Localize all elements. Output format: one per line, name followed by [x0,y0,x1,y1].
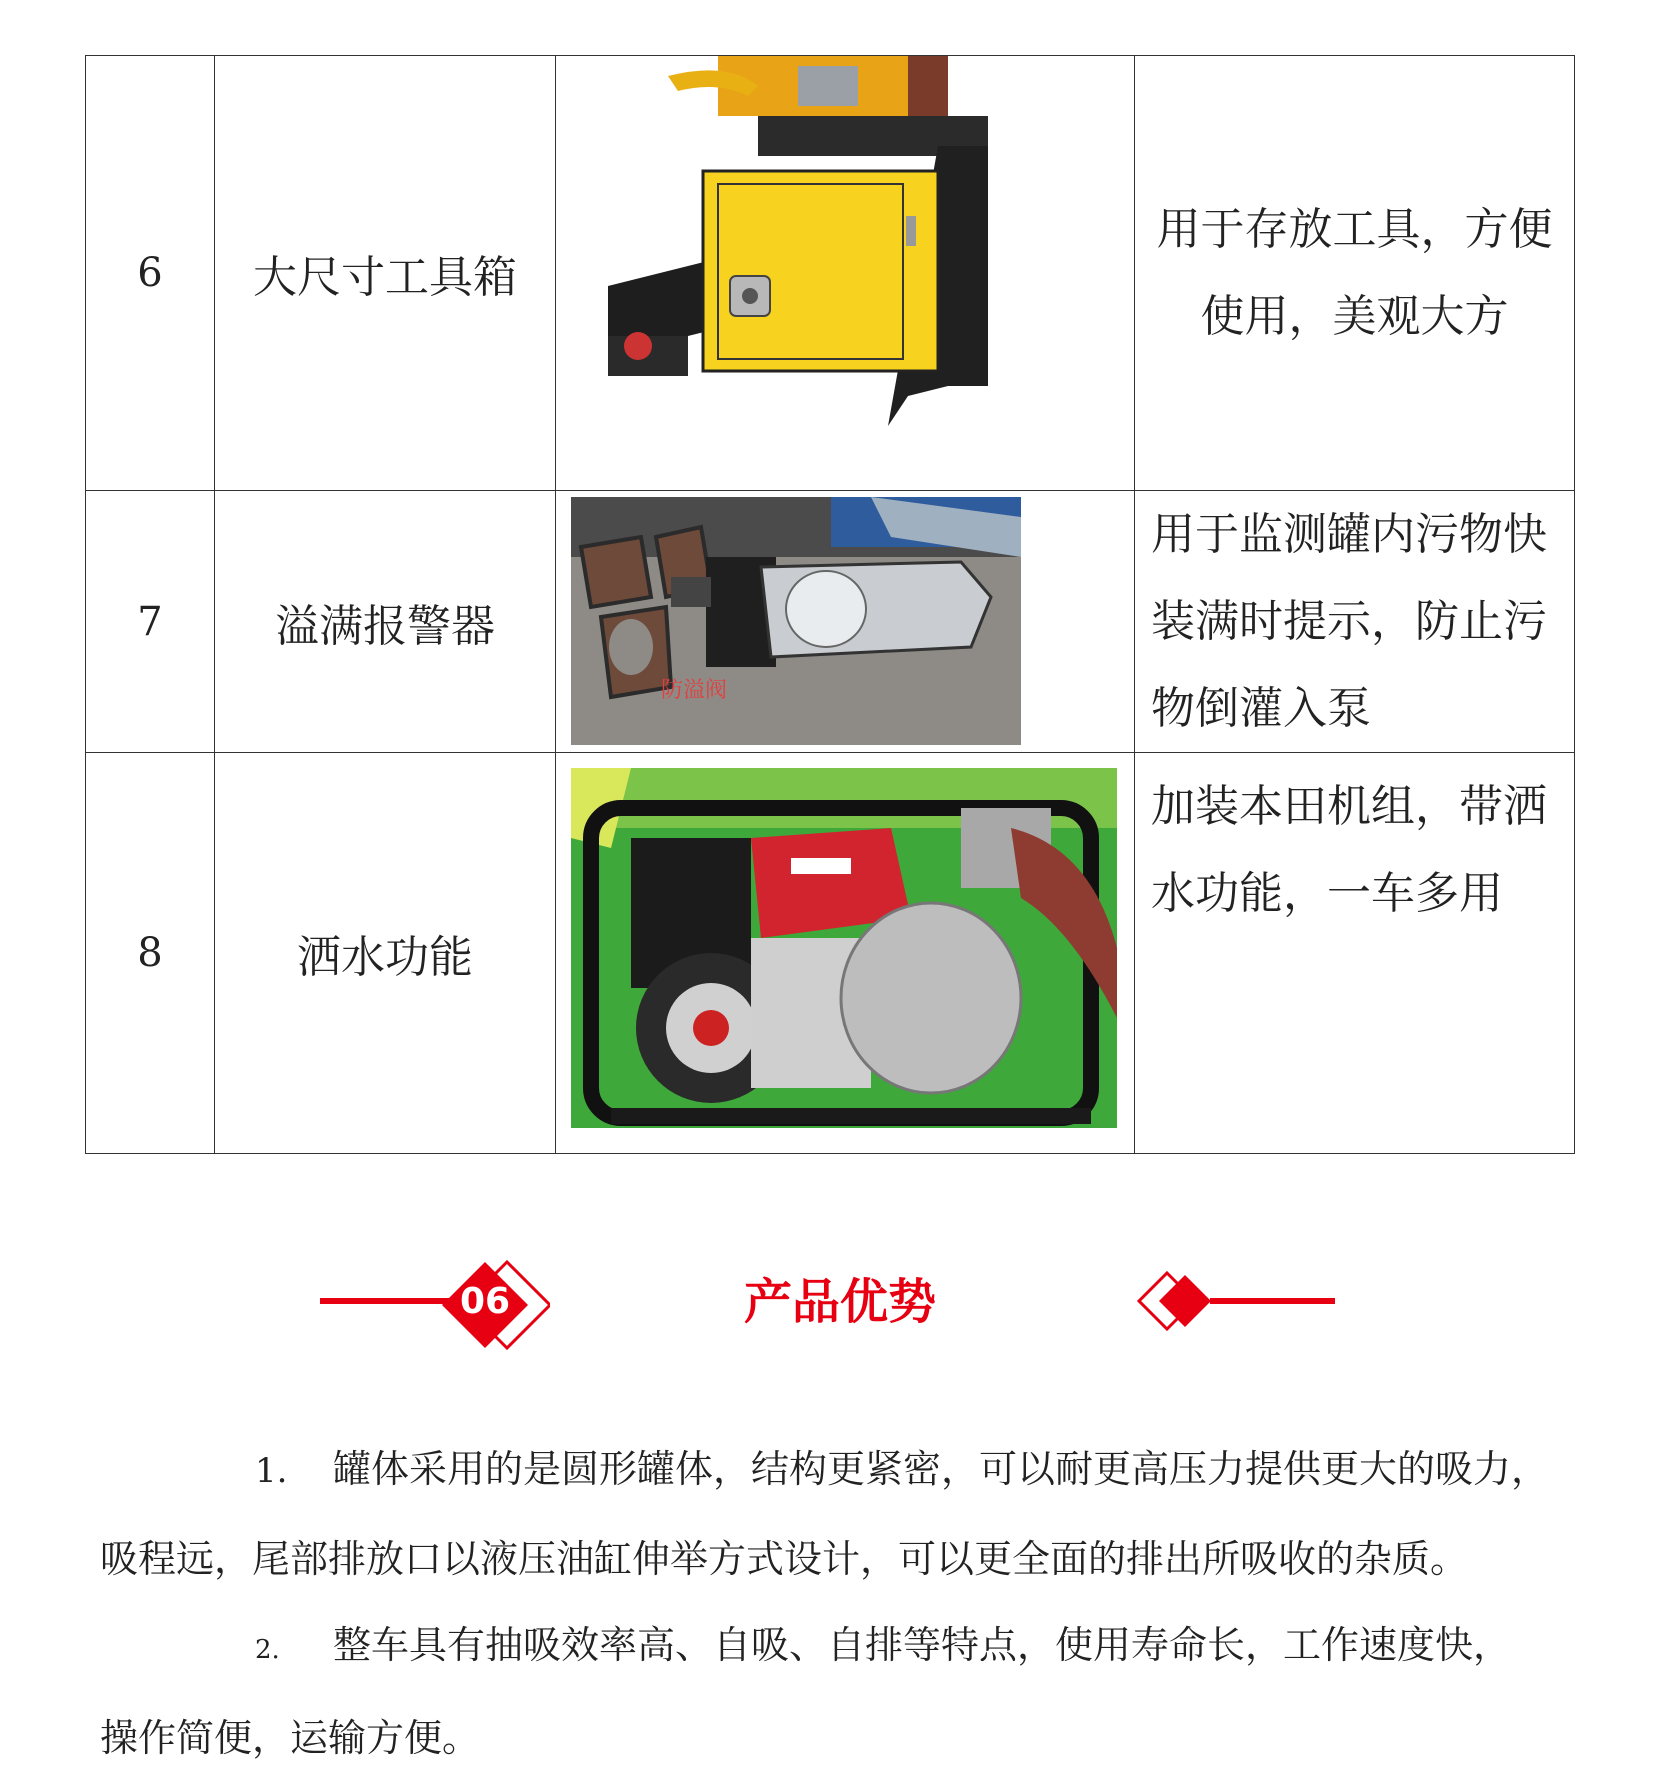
feature-name: 大尺寸工具箱 [215,56,556,491]
section-number: 06 [459,1281,511,1322]
advantage-paragraph [100,1601,1570,1782]
description-line: 使用，美观大方 [1200,291,1509,342]
row-number: 7 [86,491,215,753]
list-number: 1. [255,1451,288,1491]
feature-image-cell [556,56,1135,491]
feature-description [1135,491,1575,753]
feature-name: 洒水功能 [215,753,556,1154]
description-line: 物倒灌入泵 [1151,683,1371,734]
table-row [86,753,1575,1154]
table-row [86,56,1575,491]
row-number: 8 [86,753,215,1154]
feature-table [85,55,1575,1154]
table-row [86,491,1575,753]
image-caption: 防溢阀 [661,678,728,703]
overflow-valve-photo [571,497,1021,745]
decorative-line-left [320,1298,460,1304]
description-line: 用于监测罐内污物快 [1151,509,1547,560]
feature-image-cell [556,753,1135,1154]
feature-description [1135,753,1575,1154]
feature-image-cell [556,491,1135,753]
description-line: 水功能，一车多用 [1151,868,1503,919]
paragraph-text: 吸程远，尾部排放口以液压油缸伸举方式设计，可以更全面的排出所吸收的杂质。 [100,1537,1469,1581]
section-title: 产品优势 [743,1274,936,1330]
list-number: 2. [255,1635,280,1665]
description-line: 加装本田机组，带洒 [1151,781,1547,832]
description-line: 装满时提示，防止污 [1151,596,1547,647]
paragraph-text: 罐体采用的是圆形罐体，结构更紧密，可以耐更高压力提供更大的吸力， [333,1447,1550,1491]
yellow-toolbox-photo [608,56,988,436]
paragraph-text: 操作简便，运输方便。 [100,1716,481,1760]
decorative-line-right [1210,1298,1335,1304]
description-line: 用于存放工具，方便 [1156,204,1553,255]
decorative-diamond-right [1135,1271,1220,1331]
paragraph-text: 整车具有抽吸效率高、自吸、自排等特点，使用寿命长，工作速度快， [333,1623,1512,1667]
feature-description [1135,56,1575,491]
feature-name: 溢满报警器 [215,491,556,753]
row-number: 6 [86,56,215,491]
advantage-paragraph [100,1425,1570,1603]
honda-water-pump-photo [571,768,1117,1128]
